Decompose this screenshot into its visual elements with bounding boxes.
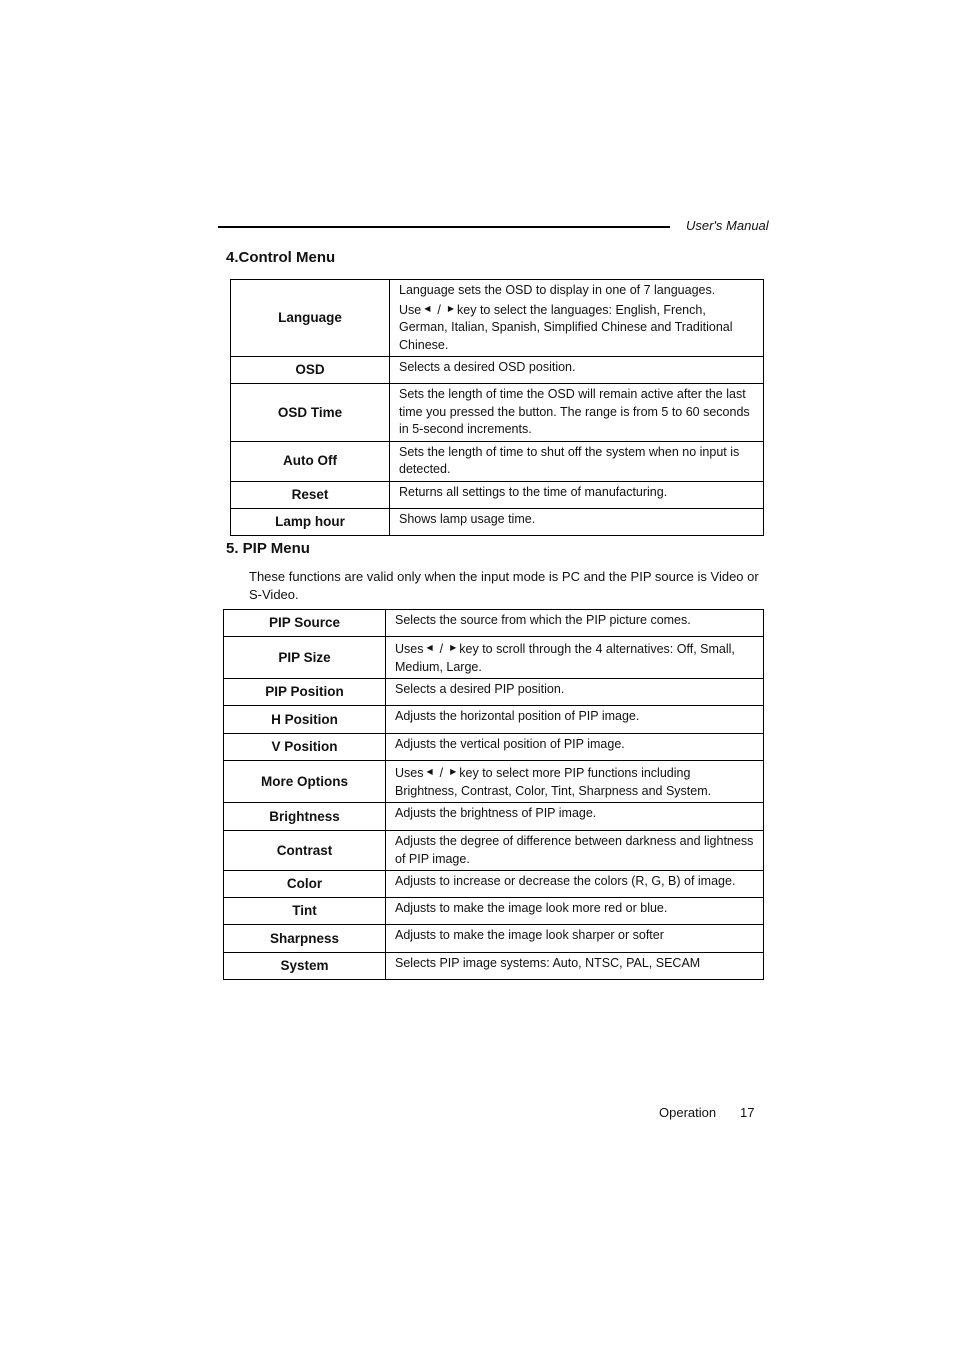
row-desc-osd-time: Sets the length of time the OSD will remain active after the last time you pressed the button. The range is from 5 to 60 seconds in 5-second increments. [390, 384, 764, 442]
row-desc-reset: Returns all settings to the time of manufacturing. [390, 481, 764, 508]
table-row [231, 384, 764, 442]
row-desc-tint: Adjusts to make the image look more red or blue. [386, 898, 764, 925]
right-arrow-icon: ▶ [447, 303, 455, 313]
key-separator: / [439, 642, 444, 656]
row-desc-contrast: Adjusts the degree of difference between darkness and lightness of PIP image. [386, 831, 764, 871]
header-title: User's Manual [686, 218, 769, 233]
header-rule [218, 226, 670, 228]
row-label-language: Language [231, 280, 390, 357]
desc-text: key to select the languages: English, French, German, Italian, Spanish, Simplified Chinese and Traditional Chinese. [399, 302, 733, 352]
footer-section-name: Operation [659, 1105, 717, 1120]
desc-text: Uses [395, 766, 424, 780]
table-row [224, 679, 764, 706]
row-desc-h-position: Adjusts the horizontal position of PIP image. [386, 706, 764, 734]
table-row [231, 508, 764, 535]
left-arrow-icon: ◀ [424, 303, 431, 313]
table-row [224, 925, 764, 953]
row-label-sharpness: Sharpness [224, 925, 386, 953]
row-label-more-options: More Options [224, 761, 386, 803]
table-row [231, 441, 764, 481]
pip-menu-heading: 5. PIP Menu [226, 540, 310, 557]
row-label-color: Color [224, 871, 386, 898]
row-desc-lamp-hour: Shows lamp usage time. [390, 508, 764, 535]
table-row [224, 953, 764, 980]
row-label-auto-off: Auto Off [231, 441, 390, 481]
desc-text: Uses [395, 642, 424, 656]
row-desc-system: Selects PIP image systems: Auto, NTSC, PAL, SECAM [386, 953, 764, 980]
row-desc-v-position: Adjusts the vertical position of PIP image. [386, 734, 764, 761]
row-label-reset: Reset [231, 481, 390, 508]
left-arrow-icon: ◀ [426, 643, 433, 652]
table-row [231, 357, 764, 384]
control-menu-heading: 4.Control Menu [226, 249, 336, 266]
row-desc-sharpness: Adjusts to make the image look sharper or softer [386, 925, 764, 953]
table-row [224, 761, 764, 803]
table-row [224, 610, 764, 637]
row-desc-pip-size [386, 637, 764, 679]
table-row [231, 280, 764, 357]
row-desc-more-options [386, 761, 764, 803]
desc-text: Use [399, 302, 422, 317]
row-label-osd-time: OSD Time [231, 384, 390, 442]
desc-text: key to select more PIP functions including Brightness, Contrast, Color, Tint, Sharpness and System. [395, 766, 712, 798]
control-menu-table [230, 279, 764, 536]
key-separator: / [439, 766, 444, 780]
left-arrow-icon: ◀ [426, 767, 433, 776]
pip-menu-table [223, 609, 764, 980]
row-label-system: System [224, 953, 386, 980]
row-desc-brightness: Adjusts the brightness of PIP image. [386, 803, 764, 831]
right-arrow-icon: ▶ [450, 643, 457, 652]
row-desc-pip-position: Selects a desired PIP position. [386, 679, 764, 706]
row-label-osd: OSD [231, 357, 390, 384]
right-arrow-icon: ▶ [450, 767, 457, 776]
row-desc-pip-source: Selects the source from which the PIP picture comes. [386, 610, 764, 637]
table-row [231, 481, 764, 508]
row-label-h-position: H Position [224, 706, 386, 734]
row-label-v-position: V Position [224, 734, 386, 761]
row-desc-auto-off: Sets the length of time to shut off the system when no input is detected. [390, 441, 764, 481]
table-row [224, 803, 764, 831]
row-label-brightness: Brightness [224, 803, 386, 831]
page-number: 17 [740, 1105, 755, 1120]
row-label-contrast: Contrast [224, 831, 386, 871]
table-row [224, 734, 764, 761]
desc-text: key to scroll through the 4 alternatives: Off, Small, Medium, Large. [395, 642, 735, 674]
row-label-lamp-hour: Lamp hour [231, 508, 390, 535]
pip-intro-text: These functions are valid only when the input mode is PC and the PIP source is Video or S-Video. [249, 569, 759, 602]
row-label-pip-size: PIP Size [224, 637, 386, 679]
row-desc-osd: Selects a desired OSD position. [390, 357, 764, 384]
row-label-pip-source: PIP Source [224, 610, 386, 637]
row-label-tint: Tint [224, 898, 386, 925]
key-separator: / [437, 302, 441, 317]
table-row [224, 706, 764, 734]
table-row [224, 898, 764, 925]
table-row [224, 871, 764, 898]
table-row [224, 637, 764, 679]
desc-text: Language sets the OSD to display in one of 7 languages. [399, 283, 716, 297]
row-label-pip-position: PIP Position [224, 679, 386, 706]
row-desc-language [390, 280, 764, 357]
row-desc-color: Adjusts to increase or decrease the colors (R, G, B) of image. [386, 871, 764, 898]
table-row [224, 831, 764, 871]
